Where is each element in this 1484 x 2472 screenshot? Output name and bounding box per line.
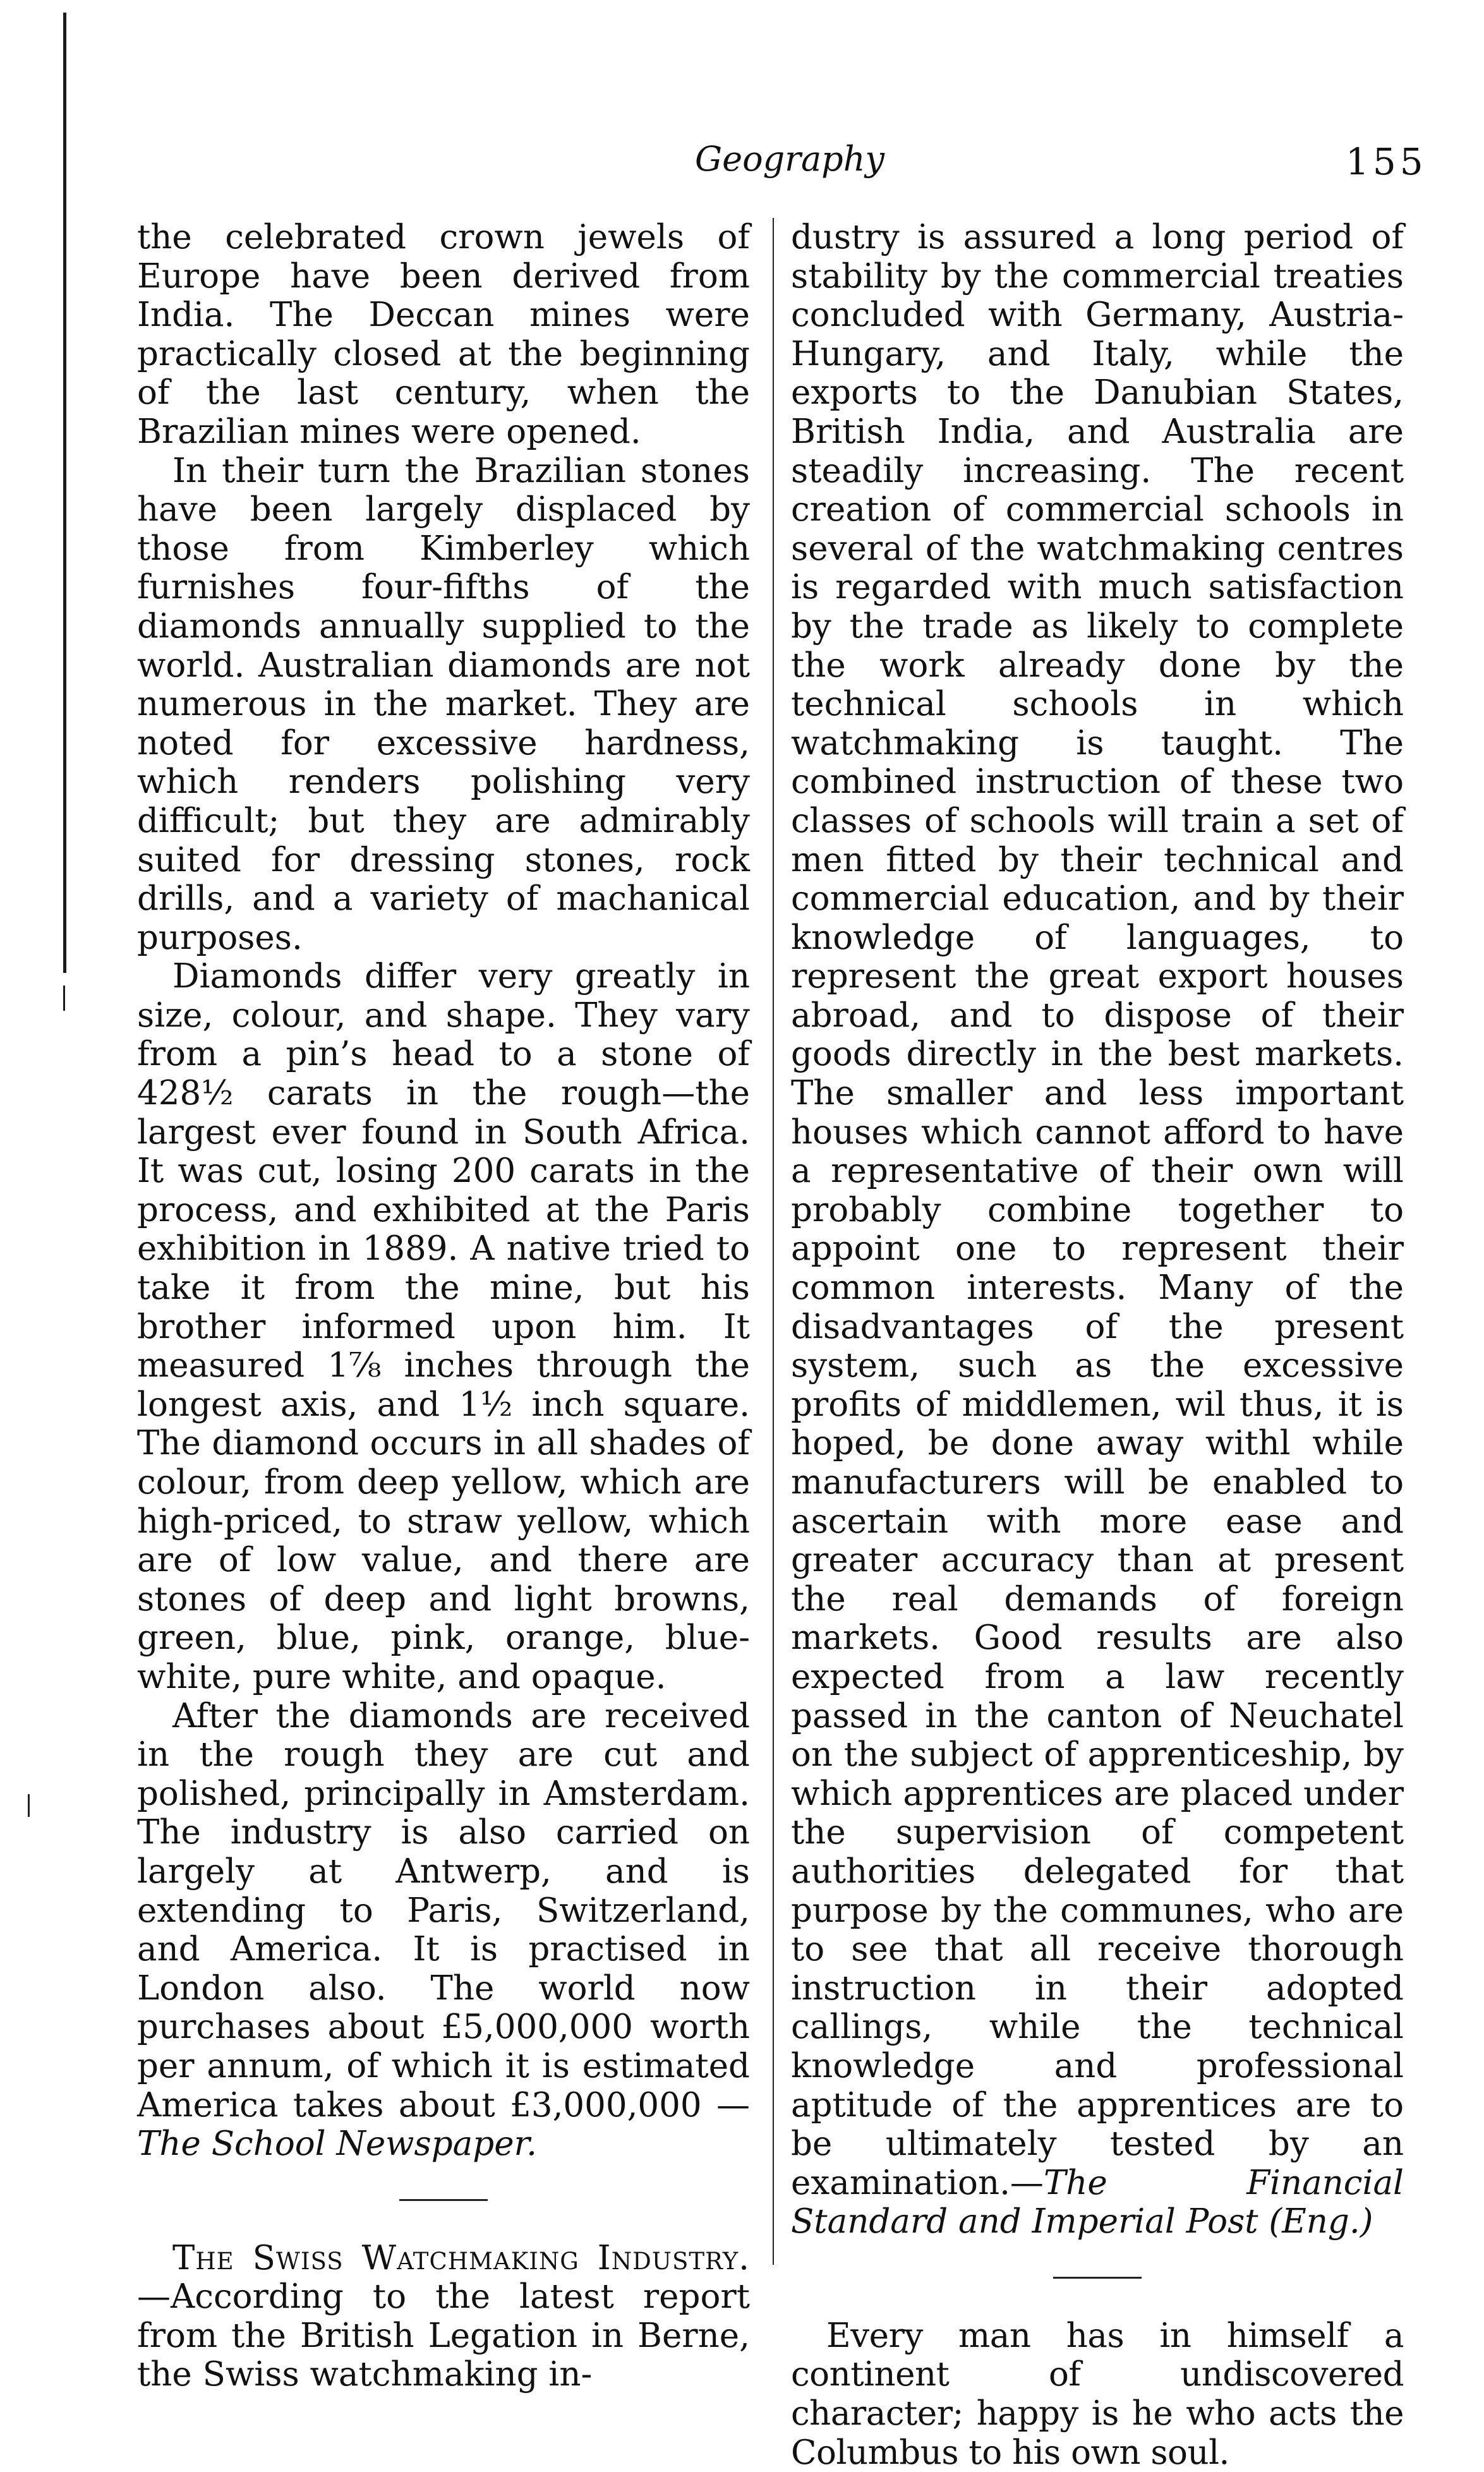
closing-quote: Every man has in himself a continent of undiscovered character; happy is he who acts the Columbus to his own soul. [791, 2316, 1404, 2472]
binding-line [63, 13, 66, 973]
article-intro-text: —According to the latest report from the British Legation in Berne, the Swiss watchmaking in- [137, 2277, 750, 2394]
source-citation: The School Newspaper. [137, 2125, 537, 2164]
right-column [791, 218, 1404, 2472]
left-column [137, 218, 750, 2394]
running-title: Geography [695, 139, 885, 179]
article-body-text: dustry is assured a long period of stability by the commercial treaties concluded with Germany, Austria-Hungary, and Italy, while the exports to the Danubian States, British India, and Australia are steadily increasing. The recent creation of commercial schools in several of the watchmaking centres is regarded with much satisfaction by the trade as likely to complete the work already done by the technical schools in which watchmaking is taught. The combined instruction of these two classes of schools will train a set of men fitted by their technical and commercial education, and by their knowledge of languages, to represent the great export houses abroad, and to dispose of their goods directly in the best markets. The smaller and less important houses which cannot afford to have a representative of their own will probably combine together to appoint one to represent their common interests. Many of the disadvantages of the present system, such as the excessive profits of middlemen, wil thus, it is hoped, be done away withl while manufacturers will be enabled to ascertain with more ease and greater accuracy than at present the real demands of foreign markets. Good results are also expected from a law recently passed in the canton of Neuchatel on the subject of apprenticeship, by which apprentices are placed under the supervision of competent authorities delegated for that purpose by the communes, who are to see that all receive thorough instruction in their adopted callings, while the technical knowledge and professional aptitude of the apprentices are to be ultimately tested by an examination.— [791, 218, 1404, 2202]
paragraph-brazilian-stones: In their turn the Brazilian stones have been largely displaced by those from Kimberley which furnishes four-fifths of the diamonds annually supplied to the world. Australian diamonds are not numerous in the market. They are noted for excessive hardness, which renders polishing very difficult; but they are admirably suited for dressing stones, rock drills, and a variety of machanical purposes. [137, 451, 750, 957]
stray-mark [28, 1794, 30, 1817]
paragraph-cutting-text: After the diamonds are received in the rough they are cut and polished, principally in Amsterdam. The industry is also carried on largely at Antwerp, and is extending to Paris, Switzerland, and America. It is practised in London also. The world now purchases about £5,000,000 worth per annum, of which it is estimated America takes about £3,000,000 — [137, 1696, 750, 2125]
paragraph-continued: the celebrated crown jewels of Europe have been derived from India. The Deccan mines were practically closed at the beginning of the last century, when the Brazilian mines were opened. [137, 218, 750, 451]
binding-line-fragment [63, 986, 65, 1011]
paragraph-cutting [137, 1697, 750, 2164]
section-divider [399, 2199, 488, 2201]
section-divider-right [1053, 2277, 1142, 2279]
article-body [791, 218, 1404, 2241]
paragraph-diamond-sizes: Diamonds differ very greatly in size, colour, and shape. They vary from a pin’s head to a stone of 428½ carats in the rough—the largest ever found in South Africa. It was cut, losing 200 carats in the process, and exhibited at the Paris exhibition in 1889. A native tried to take it from the mine, but his brother informed upon him. It measured 1⅞ inches through the longest axis, and 1½ inch square. The diamond occurs in all shades of colour, from deep yellow, which are high-priced, to straw yellow, which are of low value, and there are stones of deep and light browns, green, blue, pink, orange, blue-white, pure white, and opaque. [137, 957, 750, 1696]
article-intro [137, 2239, 750, 2394]
column-rule [773, 218, 774, 2265]
article-source: The Financial Standard and Imperial Post (Eng.) [791, 2163, 1404, 2241]
article-heading: The Swiss Watchmaking Industry. [172, 2238, 750, 2277]
page-number: 155 [1346, 140, 1427, 183]
